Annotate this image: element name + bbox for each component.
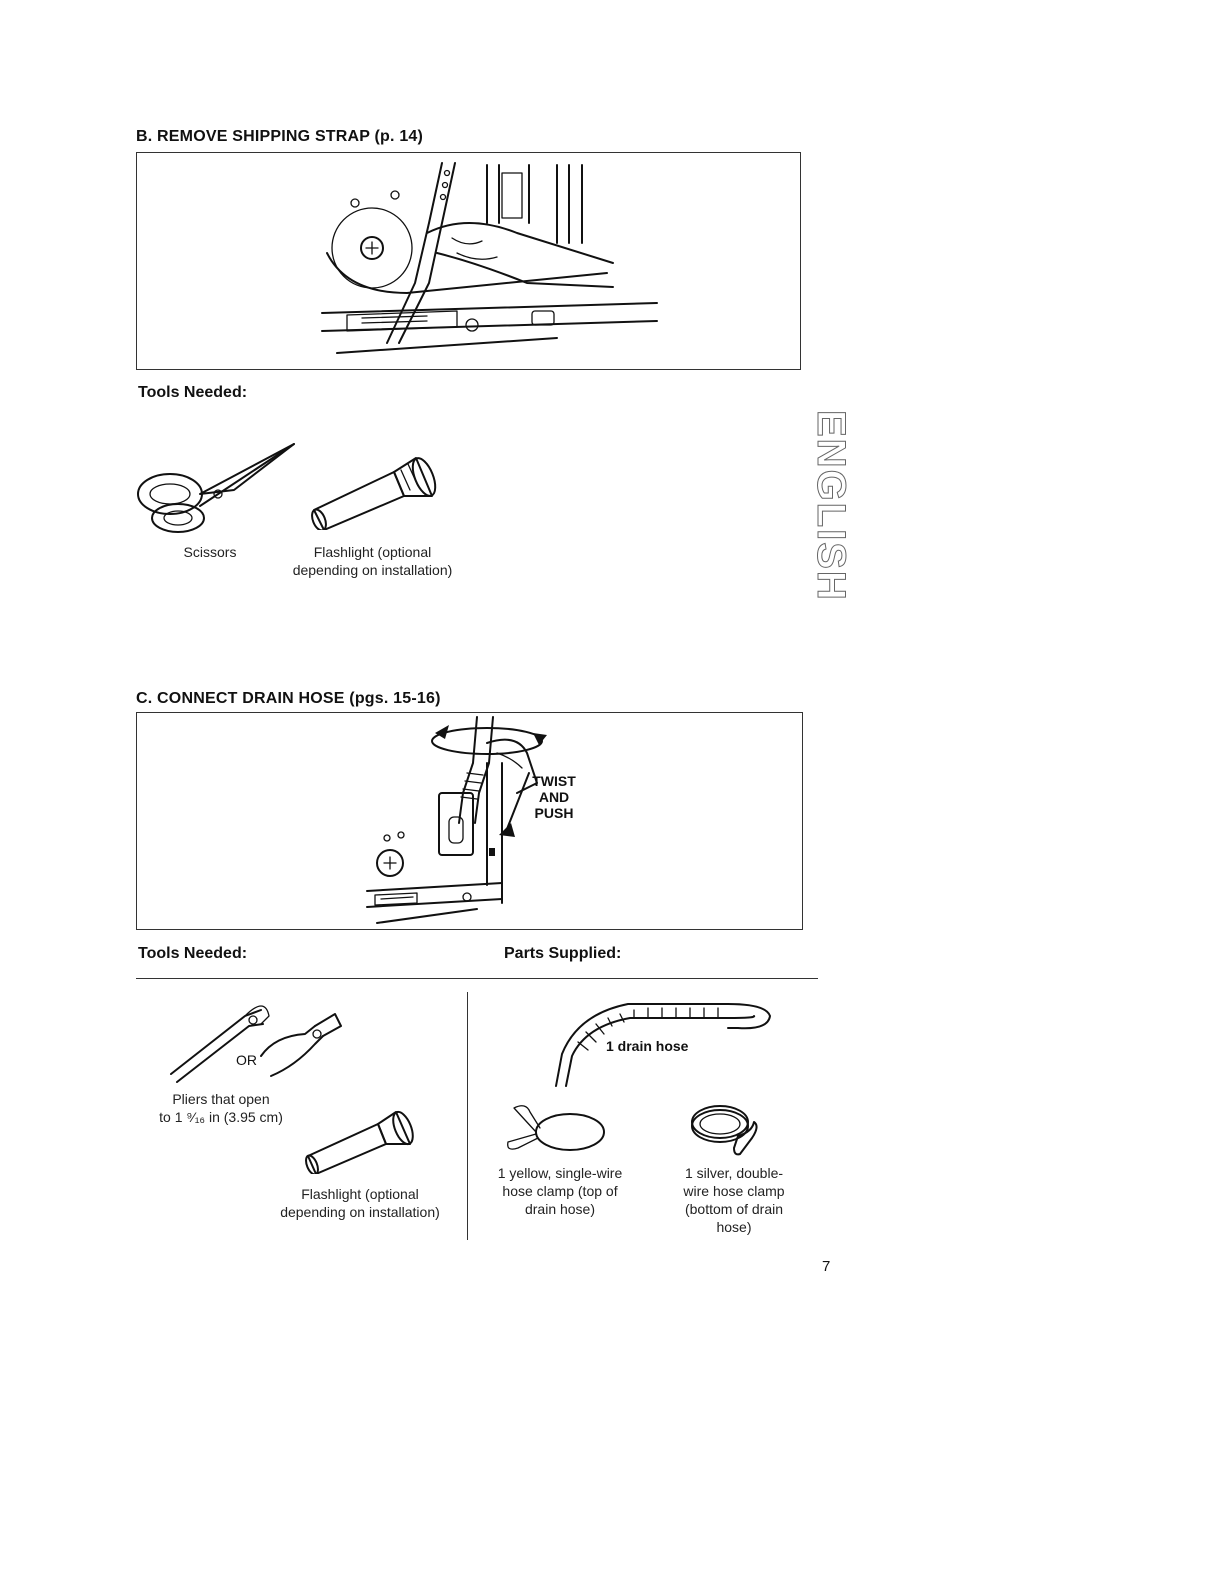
silver-clamp-label: [668, 1164, 800, 1236]
page-number: 7: [822, 1258, 831, 1275]
yellow-clamp-label: [482, 1164, 638, 1218]
shipping-strap-diagram: [136, 152, 801, 370]
pliers-label-line2: to 1 ⁹⁄₁₆ in (3.95 cm): [159, 1109, 283, 1125]
or-label: OR: [236, 1052, 257, 1068]
and-label: AND: [538, 789, 570, 805]
double-wire-clamp-icon: [686, 1098, 766, 1162]
silver-clamp-line2: wire hose clamp: [683, 1183, 785, 1199]
header-divider: [136, 978, 818, 979]
drain-hose-illustration: [137, 713, 802, 929]
drain-hose-diagram: [136, 712, 803, 930]
flashlight-label-2-line1: Flashlight (optional: [301, 1186, 419, 1202]
section-b-tools-title: Tools Needed:: [138, 384, 248, 401]
flashlight-label: [260, 543, 485, 579]
yellow-clamp-line1: 1 yellow, single-wire: [497, 1165, 623, 1181]
flashlight-label-2: [250, 1185, 470, 1221]
twist-push-label: [529, 773, 579, 821]
push-label: PUSH: [534, 805, 574, 821]
flashlight-icon: [304, 450, 444, 530]
pliers-icon: [165, 996, 345, 1086]
section-c-title: C. CONNECT DRAIN HOSE (pgs. 15-16): [136, 690, 441, 707]
pliers-label: [140, 1090, 302, 1126]
yellow-clamp-line2: hose clamp (top of: [502, 1183, 618, 1199]
washer-strap-illustration: [137, 153, 800, 369]
flashlight-icon-2: [300, 1104, 420, 1174]
flashlight-label-2-line2: depending on installation): [280, 1204, 440, 1220]
parts-supplied-title: Parts Supplied:: [504, 945, 622, 962]
silver-clamp-line4: hose): [716, 1219, 752, 1235]
section-b-title: B. REMOVE SHIPPING STRAP (p. 14): [136, 128, 424, 145]
scissors-icon: [134, 436, 300, 536]
section-c-tools-title: Tools Needed:: [138, 945, 248, 962]
yellow-clamp-line3: drain hose): [524, 1201, 596, 1217]
flashlight-label-line1: Flashlight (optional: [313, 544, 432, 560]
twist-label: TWIST: [532, 773, 576, 789]
pliers-label-line1: Pliers that open: [172, 1091, 270, 1107]
silver-clamp-line3: (bottom of drain: [684, 1201, 784, 1217]
single-wire-clamp-icon: [500, 1100, 610, 1160]
flashlight-label-line2: depending on installation): [292, 562, 453, 578]
scissors-label: Scissors: [183, 544, 237, 560]
drain-hose-label: 1 drain hose: [606, 1038, 689, 1054]
silver-clamp-line1: 1 silver, double-: [684, 1165, 784, 1181]
language-tab: ENGLISH: [809, 410, 853, 602]
